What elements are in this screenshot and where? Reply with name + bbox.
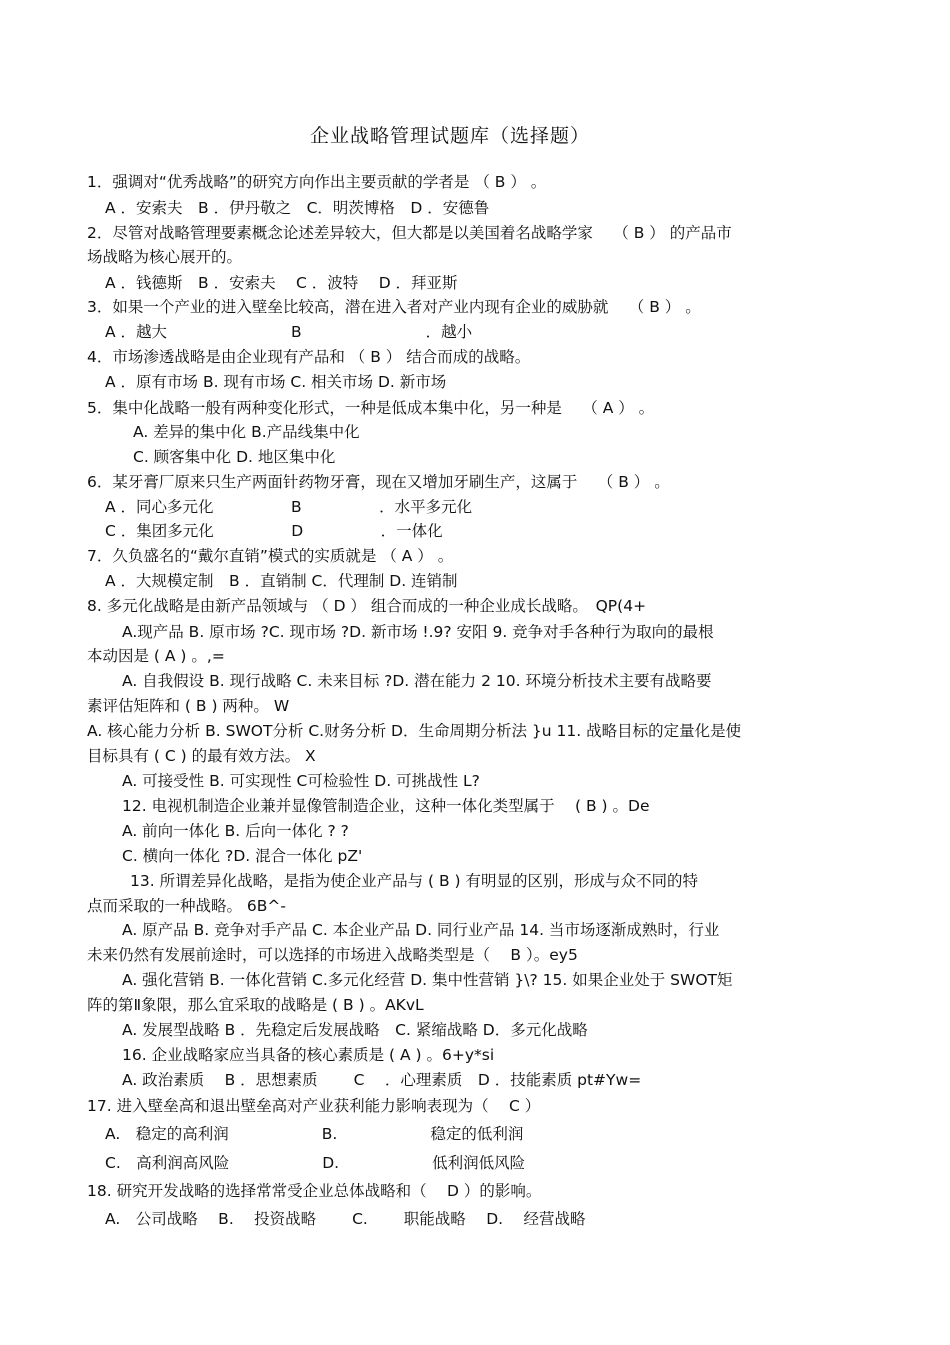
question-15-options: A. 发展型战略 B ．先稳定后发展战略 C. 紧缩战略 D．多元化战略 (122, 1021, 588, 1039)
question-4-options: A ．原有市场 B. 现有市场 C. 相关市场 D. 新市场 (105, 373, 447, 391)
document-title: 企业战略管理试题库（选择题） (309, 125, 590, 147)
question-6-options-c: C ．集团多元化 D ．一体化 (105, 522, 443, 540)
question-14-options: A. 强化营销 B. 一体化营销 C.多元化经营 D. 集中性营销 }\? 15. 如果企业处于 SWOT矩 (122, 971, 733, 989)
question-16: 16. 企业战略家应当具备的核心素质是 ( A ) 。6+y*si (122, 1046, 495, 1064)
question-5-options-a: A. 差异的集中化 B.产品线集中化 (133, 423, 360, 441)
question-7-options: A ．大规模定制 B ．直销制 C．代理制 D. 连销制 (105, 572, 458, 590)
question-17-options-c: C. 高利润高风险 D. 低利润低风险 (105, 1154, 526, 1172)
question-15-cont: 阵的第Ⅱ象限，那么宜采取的战略是 ( B ) 。AKvL (87, 996, 424, 1014)
question-2: 2．尽管对战略管理要素概念论述差异较大，但大都是以美国着名战略学家 （ B ） 的产品市 (87, 224, 732, 242)
question-2-options: A ．钱德斯 B ．安索夫 C ．波特 D ．拜亚斯 (105, 274, 458, 292)
question-17: 17. 进入壁垒高和退出壁垒高对产业获利能力影响表现为（ C ） (87, 1097, 541, 1115)
question-3-options: A ．越大 B ．越小 (105, 323, 473, 341)
question-12: 12. 电视机制造企业兼并显像管制造企业，这种一体化类型属于 ( B ) 。De (122, 797, 650, 815)
question-10-options: A. 核心能力分析 B. SWOT分析 C.财务分析 D．生命周期分析法 }u 11. 战略目标的定量化是使 (87, 722, 742, 740)
question-9-options: A. 自我假设 B. 现行战略 C. 未来目标 ?D. 潜在能力 2 10. 环境分析技术主要有战略要 (122, 672, 712, 690)
question-13-cont: 点而采取的一种战略。 6B^- (87, 897, 287, 915)
question-18: 18. 研究开发战略的选择常常受企业总体战略和（ D ）的影响。 (87, 1182, 542, 1200)
question-4: 4．市场渗透战略是由企业现有产品和 （ B ） 结合而成的战略。 (87, 348, 531, 366)
question-5: 5．集中化战略一般有两种变化形式，一种是低成本集中化，另一种是 （ A ） 。 (87, 399, 655, 417)
question-10-cont: 素评估矩阵和 ( B ) 两种。 W (87, 697, 290, 715)
question-12-options-c: C. 横向一体化 ?D. 混合一体化 pZ' (122, 847, 363, 865)
question-8: 8. 多元化战略是由新产品领域与 （ D ） 组合而成的一种企业成长战略。 QP(4+ (87, 597, 647, 615)
question-6-options-a: A ．同心多元化 B ．水平多元化 (105, 498, 473, 516)
question-12-options-a: A. 前向一体化 B. 后向一体化 ? ? (122, 822, 349, 840)
question-13: 13. 所谓差异化战略，是指为使企业产品与 ( B ) 有明显的区别，形成与众不同的特 (130, 872, 699, 890)
question-3: 3．如果一个产业的进入壁垒比较高，潜在进入者对产业内现有企业的威胁就 （ B ） 。 (87, 298, 701, 316)
question-17-options-a: A. 稳定的高利润 B. 稳定的低利润 (105, 1125, 524, 1143)
question-8-options: A.现产品 B. 原市场 ?C. 现市场 ?D. 新市场 !.9? 安阳 9. 竞争对手各种行为取向的最根 (122, 623, 714, 641)
question-1: 1．强调对“优秀战略”的研究方向作出主要贡献的学者是 （ B ） 。 (87, 173, 547, 191)
question-6: 6．某牙膏厂原来只生产两面针药物牙膏，现在又增加牙刷生产，这属于 （ B ） 。 (87, 473, 670, 491)
question-1-options: A ．安索夫 B ．伊丹敬之 C．明茨博格 D ．安德鲁 (105, 199, 490, 217)
question-9-cont: 本动因是 ( A ) 。,= (87, 647, 225, 665)
question-5-options-c: C. 顾客集中化 D. 地区集中化 (133, 448, 336, 466)
question-7: 7．久负盛名的“戴尔直销”模式的实质就是 （ A ） 。 (87, 547, 454, 565)
question-13-options: A. 原产品 B. 竞争对手产品 C. 本企业产品 D. 同行业产品 14. 当市场逐渐成熟时，行业 (122, 921, 720, 939)
question-2-cont: 场战略为核心展开的。 (87, 248, 243, 266)
question-11-options: A. 可接受性 B. 可实现性 C可检验性 D. 可挑战性 L? (122, 772, 480, 790)
question-16-options: A. 政治素质 B ．思想素质 C ．心理素质 D ．技能素质 pt#Yw= (122, 1071, 642, 1089)
question-18-options: A. 公司战略 B. 投资战略 C. 职能战略 D. 经营战略 (105, 1210, 586, 1228)
question-11-cont: 目标具有 ( C ) 的最有效方法。 X (87, 747, 316, 765)
question-14-cont: 未来仍然有发展前途时，可以选择的市场进入战略类型是（ B ）。ey5 (87, 946, 578, 964)
